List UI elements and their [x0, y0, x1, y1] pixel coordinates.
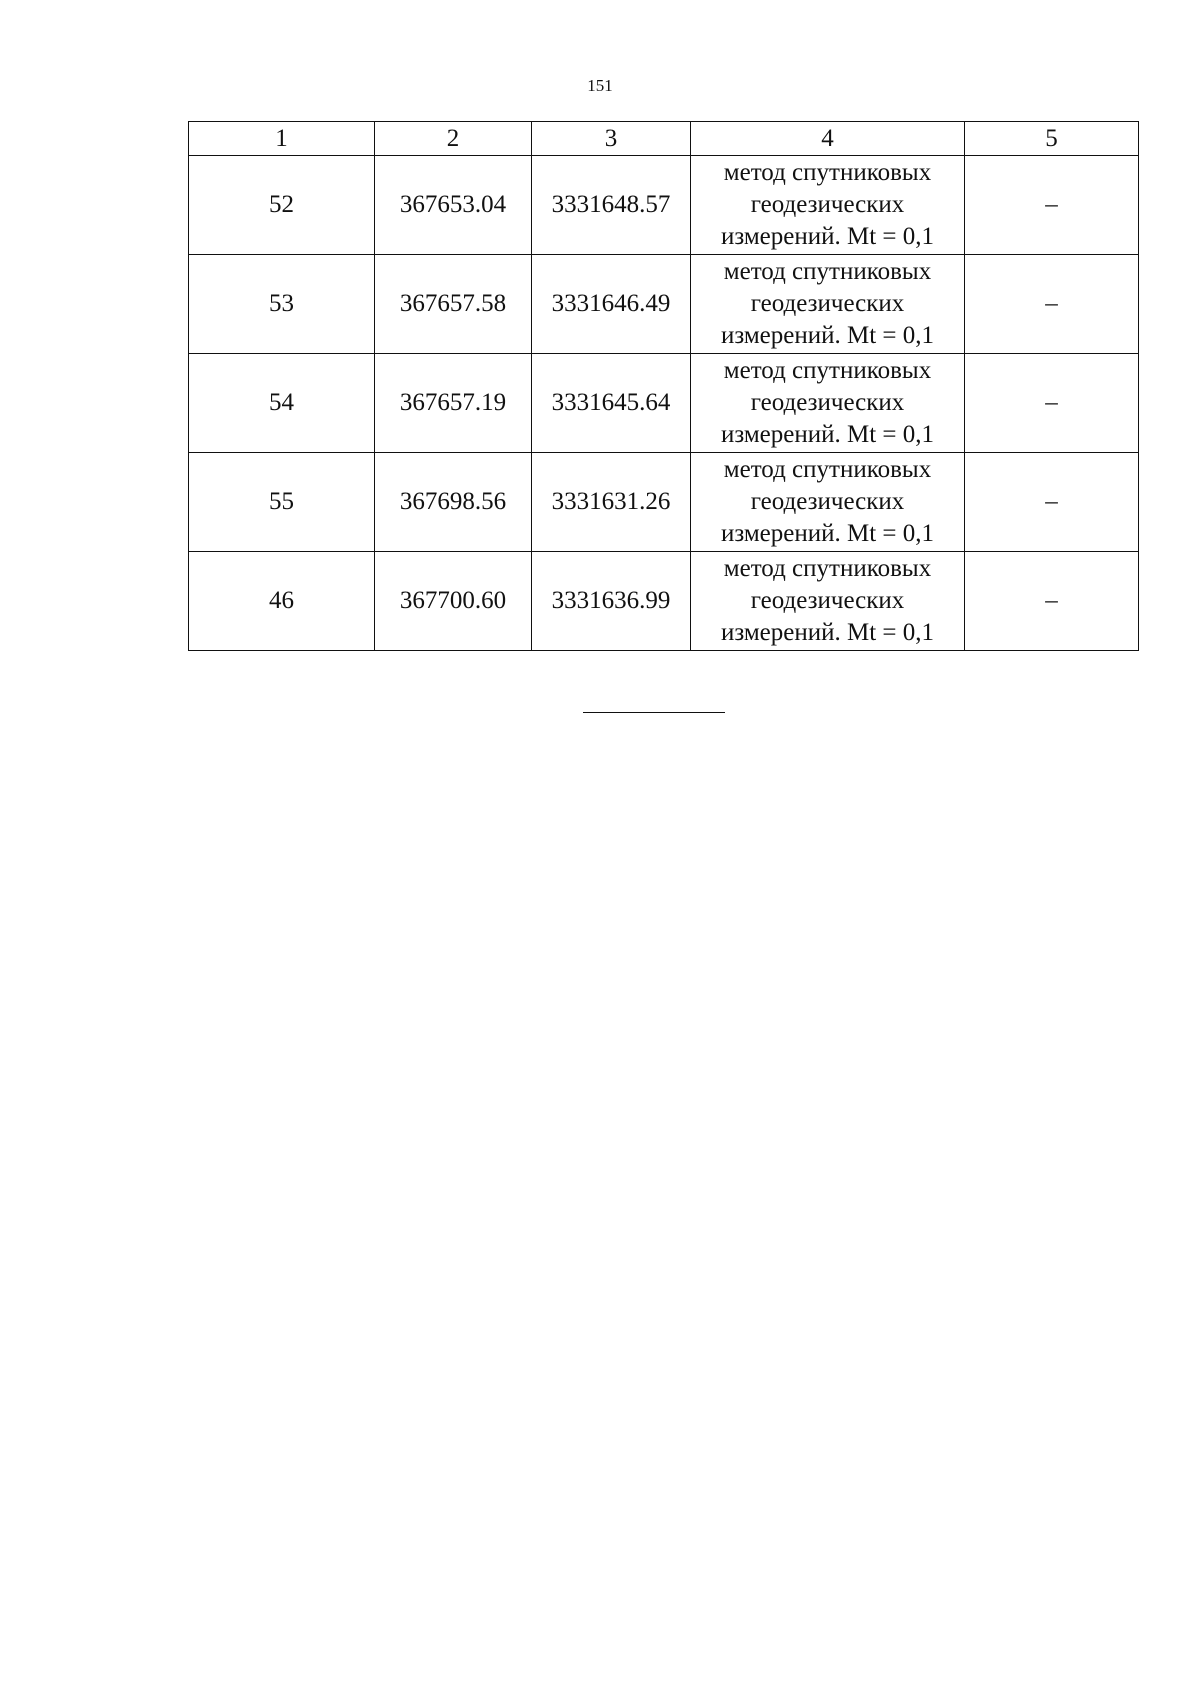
table-row: [189, 255, 1139, 354]
method-cell: метод спутниковых геодезических измерений. Mt = 0,1: [691, 552, 965, 651]
column-header-1: 1: [189, 122, 375, 156]
point-number-cell: 53: [189, 255, 375, 354]
point-number-cell: 55: [189, 453, 375, 552]
column-header-4: 4: [691, 122, 965, 156]
y-coordinate-cell: 3331648.57: [532, 156, 691, 255]
coordinates-table: [188, 121, 1139, 651]
table-row: [189, 552, 1139, 651]
point-number-cell: 52: [189, 156, 375, 255]
note-cell: –: [965, 354, 1139, 453]
point-number-cell: 46: [189, 552, 375, 651]
note-cell: –: [965, 255, 1139, 354]
column-header-2: 2: [375, 122, 532, 156]
table-row: [189, 453, 1139, 552]
table-row: [189, 156, 1139, 255]
note-cell: –: [965, 156, 1139, 255]
point-number-cell: 54: [189, 354, 375, 453]
table-row: [189, 354, 1139, 453]
column-header-3: 3: [532, 122, 691, 156]
x-coordinate-cell: 367657.19: [375, 354, 532, 453]
note-cell: –: [965, 552, 1139, 651]
table-header-row: [189, 122, 1139, 156]
note-cell: –: [965, 453, 1139, 552]
x-coordinate-cell: 367657.58: [375, 255, 532, 354]
x-coordinate-cell: 367700.60: [375, 552, 532, 651]
end-rule: [583, 712, 725, 713]
page-number: 151: [587, 76, 613, 95]
x-coordinate-cell: 367698.56: [375, 453, 532, 552]
y-coordinate-cell: 3331646.49: [532, 255, 691, 354]
y-coordinate-cell: 3331636.99: [532, 552, 691, 651]
method-cell: метод спутниковых геодезических измерений. Mt = 0,1: [691, 354, 965, 453]
column-header-5: 5: [965, 122, 1139, 156]
y-coordinate-cell: 3331645.64: [532, 354, 691, 453]
method-cell: метод спутниковых геодезических измерений. Mt = 0,1: [691, 255, 965, 354]
method-cell: метод спутниковых геодезических измерений. Mt = 0,1: [691, 156, 965, 255]
y-coordinate-cell: 3331631.26: [532, 453, 691, 552]
x-coordinate-cell: 367653.04: [375, 156, 532, 255]
method-cell: метод спутниковых геодезических измерений. Mt = 0,1: [691, 453, 965, 552]
